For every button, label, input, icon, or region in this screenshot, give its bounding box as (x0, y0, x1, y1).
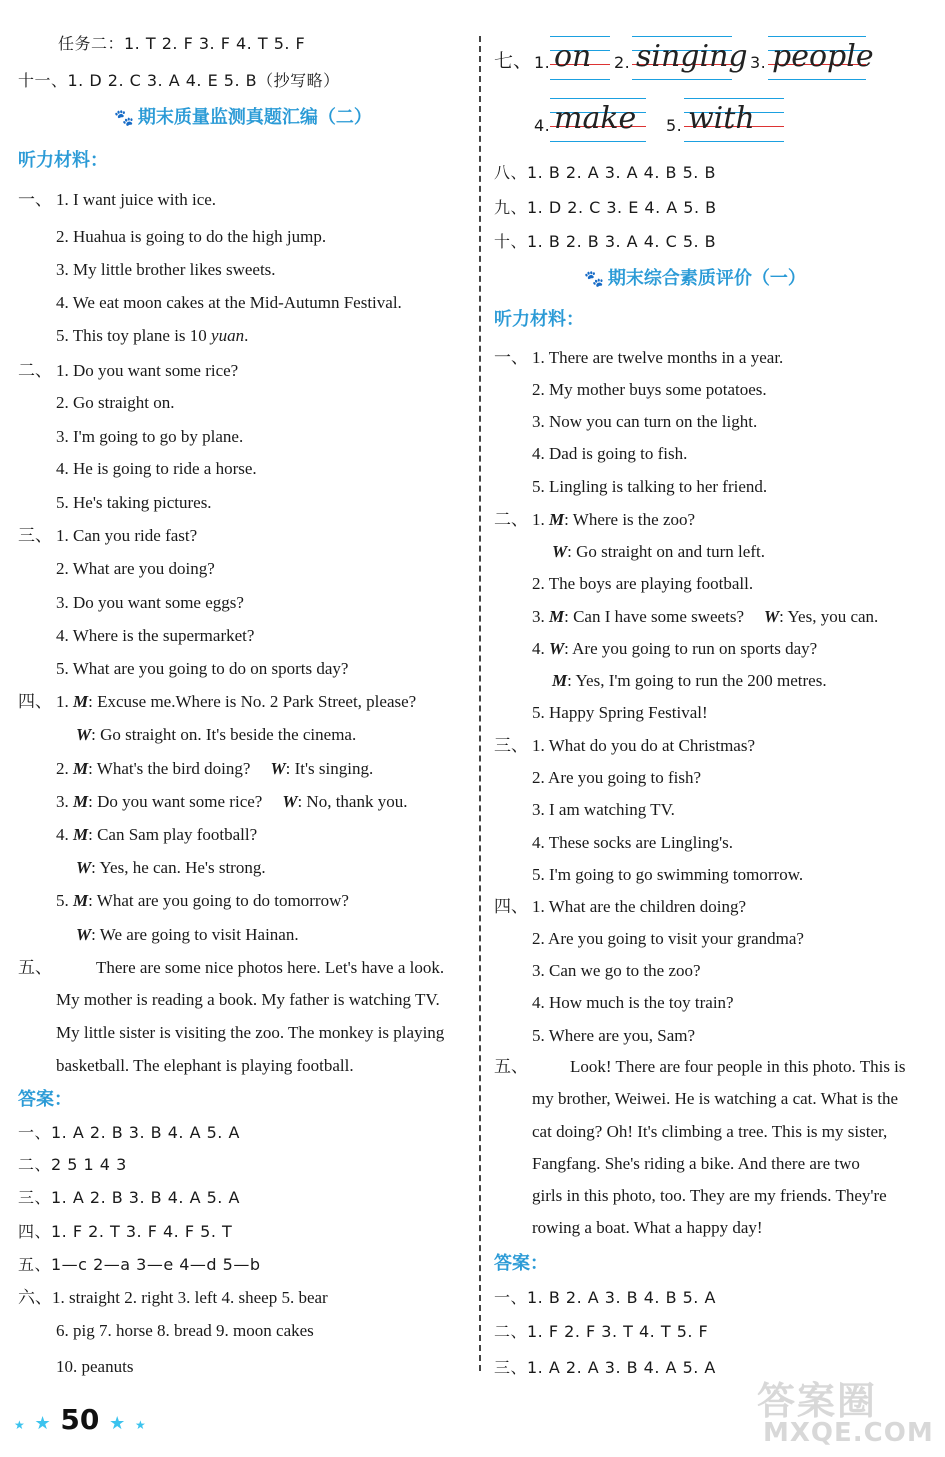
handwriting-blank (684, 98, 784, 142)
dialog-line: W: Go straight on. It's beside the cinema. (76, 725, 357, 744)
dialog-line: 1. M: Excuse me.Where is No. 2 Park Street, please? (56, 692, 417, 711)
watermark-url: MXQE.COM (763, 1418, 934, 1448)
listening-line: 4. He is going to ride a horse. (56, 459, 257, 478)
dialog-line: W: Yes, he can. He's strong. (76, 858, 266, 877)
listening-line: 2. Huahua is going to do the high jump. (56, 227, 327, 246)
listening-line: 4. Dad is going to fish. (532, 444, 688, 463)
listening-line: 1. What are the children doing? (532, 897, 746, 916)
answer-row: 六、1. straight 2. right 3. left 4. sheep 5. bear (18, 1288, 328, 1307)
part-label: 一、 (494, 348, 528, 367)
listening-line: 2. Are you going to fish? (532, 768, 702, 787)
dialog-line: 1. M: Where is the zoo? (532, 510, 696, 529)
listening-line: 4. These socks are Lingling's. (532, 833, 734, 852)
listening-line: 1. Do you want some rice? (56, 361, 239, 380)
section-title-text: 期末质量监测真题汇编（二） (137, 107, 372, 128)
passage-line: My little sister is visiting the zoo. The monkey is playing (56, 1023, 445, 1042)
answer-row: 八、1. B 2. A 3. A 4. B 5. B (494, 163, 716, 182)
dialog-line: 3. M: Do you want some rice? W: No, thank you. (56, 792, 408, 811)
watermark-logo (757, 1370, 937, 1450)
passage-line: Fangfang. She's riding a bike. And there are two (532, 1154, 860, 1173)
answer-row: 五、1—c 2—a 3—e 4—d 5—b (18, 1255, 261, 1274)
section-title-right (584, 267, 806, 291)
dialog-line: 2. M: What's the bird doing? W: It's singing. (56, 759, 374, 778)
listening-line: 5. Where are you, Sam? (532, 1026, 696, 1045)
handwriting-blank (768, 36, 874, 80)
section-title-left (114, 106, 372, 130)
listening-heading: 听力材料： (494, 309, 584, 330)
listening-line: 4. How much is the toy train? (532, 993, 734, 1012)
listening-line: 2. What are you doing? (56, 559, 215, 578)
dialog-line: 4. W: Are you going to run on sports day? (532, 639, 818, 658)
answers-heading: 答案： (18, 1089, 72, 1110)
part-label: 二、 (18, 361, 52, 380)
listening-line: 5. He's taking pictures. (56, 493, 212, 512)
passage-line: my brother, Weiwei. He is watching a cat. What is the (532, 1089, 899, 1108)
answer-row: 三、1. A 2. B 3. B 4. A 5. A (18, 1188, 240, 1207)
blank-number: 3. (750, 53, 767, 72)
passage-line: My mother is reading a book. My father is watching TV. (56, 990, 440, 1009)
listening-line: 2. My mother buys some potatoes. (532, 380, 767, 399)
star-icon: ★ (135, 1418, 146, 1432)
passage-line: Look! There are four people in this photo. This is (570, 1057, 906, 1076)
listening-line: 1. What do you do at Christmas? (532, 736, 756, 755)
dialog-line: 2. The boys are playing football. (532, 574, 754, 593)
listening-line: 3. My little brother likes sweets. (56, 260, 276, 279)
dialog-line: 4. M: Can Sam play football? (56, 825, 258, 844)
answer-task2: 任务二：1. T 2. F 3. F 4. T 5. F (58, 34, 306, 53)
listening-line: 1. There are twelve months in a year. (532, 348, 784, 367)
part-label: 四、 (494, 897, 528, 916)
listening-line: 3. Do you want some eggs? (56, 593, 244, 612)
answer-11: 十一、1. D 2. C 3. A 4. E 5. B（抄写略） (18, 71, 340, 90)
passage-line: cat doing? Oh! It's climbing a tree. This is my sister, (532, 1122, 888, 1141)
handwriting-blank (550, 36, 610, 80)
part-label: 三、 (494, 736, 528, 755)
answer-row: 10. peanuts (56, 1357, 134, 1376)
listening-line: 3. Now you can turn on the light. (532, 412, 758, 431)
listening-line: 5. Lingling is talking to her friend. (532, 477, 768, 496)
part-label: 五、 (494, 1057, 528, 1076)
watermark-text: 答案圈 (757, 1379, 878, 1423)
blank-number: 4. (534, 116, 551, 135)
paw-icon: 🐾 (584, 269, 604, 288)
column-divider (479, 36, 481, 1371)
part-label: 二、 (494, 510, 528, 529)
part-label: 五、 (18, 958, 52, 977)
listening-line: 5. This toy plane is 10 yuan. (56, 326, 249, 345)
dialog-line: 3. M: Can I have some sweets? W: Yes, you can. (532, 607, 879, 626)
listening-line: 2. Are you going to visit your grandma? (532, 929, 804, 948)
passage-line: There are some nice photos here. Let's have a look. (96, 958, 445, 977)
listening-line: 4. Where is the supermarket? (56, 626, 255, 645)
answer-row: 十、1. B 2. B 3. A 4. C 5. B (494, 232, 717, 251)
answer-row: 一、1. B 2. A 3. B 4. B 5. A (494, 1288, 716, 1307)
part-label: 三、 (18, 526, 52, 545)
star-icon: ★ (109, 1413, 126, 1434)
handwritten-answer: with (688, 101, 755, 136)
answer-row: 三、1. A 2. A 3. B 4. A 5. A (494, 1358, 716, 1377)
passage-line: girls in this photo, too. They are my friends. They're (532, 1186, 887, 1205)
answer-row: 九、1. D 2. C 3. E 4. A 5. B (494, 198, 717, 217)
passage-line: rowing a boat. What a happy day! (532, 1218, 763, 1237)
blank-number: 5. (666, 116, 683, 135)
listening-line: 1. Can you ride fast? (56, 526, 198, 545)
dialog-line: M: Yes, I'm going to run the 200 metres. (552, 671, 827, 690)
answers-heading: 答案： (494, 1253, 548, 1274)
answer-row: 二、2 5 1 4 3 (18, 1155, 127, 1174)
part-label: 七、 (494, 51, 533, 72)
blank-number: 1. (534, 53, 551, 72)
dialog-line: W: We are going to visit Hainan. (76, 925, 299, 944)
listening-line: 3. Can we go to the zoo? (532, 961, 701, 980)
listening-line: 5. I'm going to go swimming tomorrow. (532, 865, 804, 884)
listening-line: 1. I want juice with ice. (56, 190, 217, 209)
answer-row: 二、1. F 2. F 3. T 4. T 5. F (494, 1322, 709, 1341)
section-title-text: 期末综合素质评价（一） (607, 268, 806, 289)
dialog-line: 5. M: What are you going to do tomorrow? (56, 891, 349, 910)
passage-line: basketball. The elephant is playing football. (56, 1056, 354, 1075)
answer-row: 一、1. A 2. B 3. B 4. A 5. A (18, 1123, 240, 1142)
listening-line: 4. We eat moon cakes at the Mid-Autumn Festival. (56, 293, 402, 312)
paw-icon: 🐾 (114, 108, 134, 127)
listening-heading: 听力材料： (18, 150, 108, 171)
page-number: 50 (60, 1403, 100, 1436)
page-footer (14, 1403, 146, 1436)
handwriting-blank (632, 36, 748, 80)
handwritten-answer: on (554, 39, 592, 74)
dialog-line: 5. Happy Spring Festival! (532, 703, 708, 722)
answer-row: 6. pig 7. horse 8. bread 9. moon cakes (56, 1321, 314, 1340)
handwritten-answer: people (772, 39, 874, 74)
part-label: 四、 (18, 692, 52, 711)
handwritten-answer: make (554, 101, 637, 136)
listening-line: 3. I'm going to go by plane. (56, 427, 244, 446)
blank-number: 2. (614, 53, 631, 72)
listening-line: 3. I am watching TV. (532, 800, 675, 819)
star-icon: ★ (14, 1418, 25, 1432)
dialog-line: W: Go straight on and turn left. (552, 542, 765, 561)
handwritten-answer: singing (636, 39, 748, 74)
handwriting-blank (550, 98, 646, 142)
answer-row: 四、1. F 2. T 3. F 4. F 5. T (18, 1222, 233, 1241)
star-icon: ★ (34, 1413, 51, 1434)
part-label: 一、 (18, 190, 52, 209)
listening-line: 2. Go straight on. (56, 393, 175, 412)
listening-line: 5. What are you going to do on sports day? (56, 659, 349, 678)
